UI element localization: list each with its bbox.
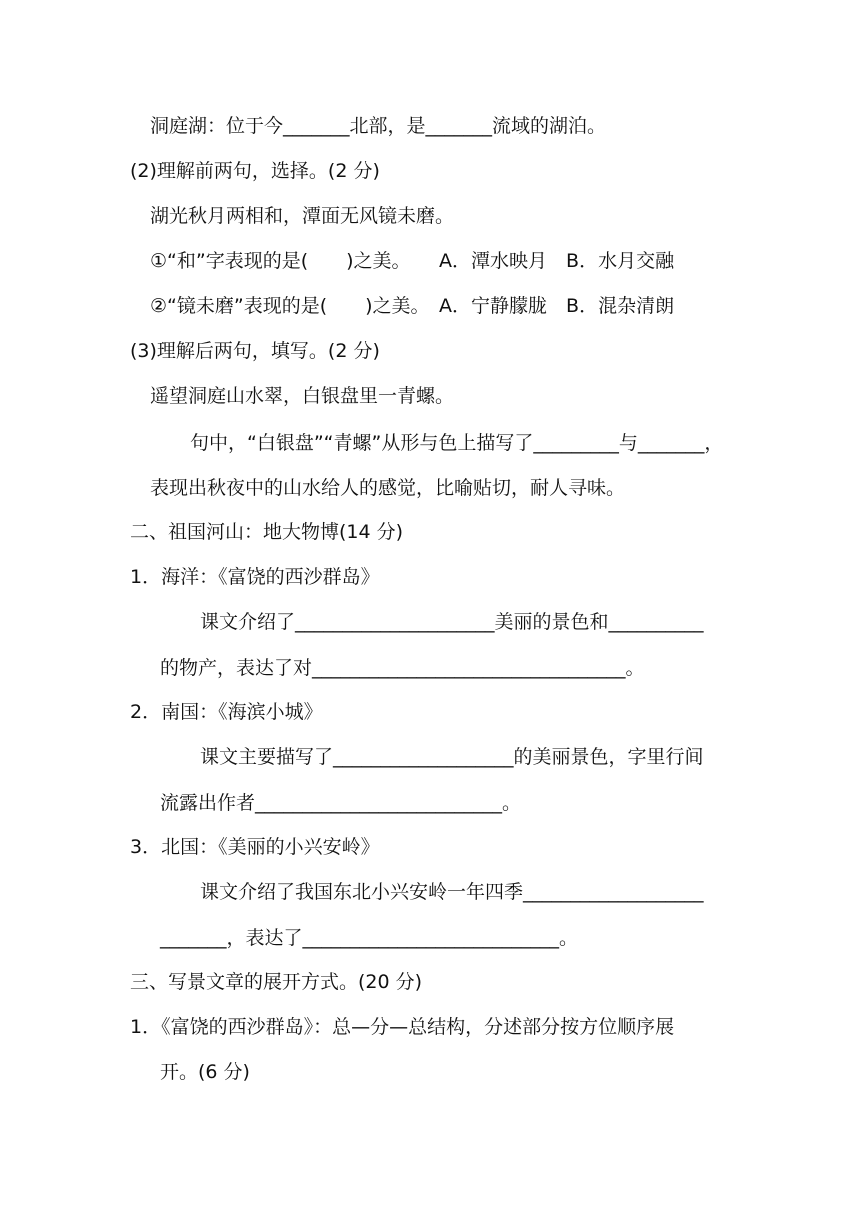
question-3-heading: (3)理解后两句，填写。(2 分): [130, 340, 380, 362]
poem-line-1: 湖光秋月两相和，潭面无风镜未磨。: [150, 205, 455, 227]
item-3-heading: 3．北国：《美丽的小兴安岭》: [130, 836, 380, 858]
section-3-item-1: 1．《富饶的西沙群岛》：总—分—总结构，分述部分按方位顺序展: [130, 1016, 675, 1038]
choice-item-2: ②“镜未磨”表现的是( )之美。 A．宁静朦胧 B．混杂清朗: [150, 295, 675, 317]
item-1-text: 课文介绍了_____________________美丽的景色和__________: [200, 611, 704, 633]
question-2-heading: (2)理解前两句，选择。(2 分): [130, 160, 380, 182]
item-2-text-cont: 流露出作者__________________________。: [160, 792, 522, 814]
item-1-heading: 1．海洋：《富饶的西沙群岛》: [130, 566, 380, 588]
section-3-heading: 三、写景文章的展开方式。(20 分): [130, 971, 423, 993]
fill-in-sentence-cont: 表现出秋夜中的山水给人的感觉，比喻贴切，耐人寻味。: [150, 477, 626, 499]
fill-in-sentence: 句中，“白银盘”“青螺”从形与色上描写了_________与_______，: [190, 432, 724, 454]
item-2-heading: 2．南国：《海滨小城》: [130, 701, 323, 723]
section-2-heading: 二、祖国河山：地大物博(14 分): [130, 521, 404, 543]
poem-line-2: 遥望洞庭山水翠，白银盘里一青螺。: [150, 385, 455, 407]
item-3-text: 课文介绍了我国东北小兴安岭一年四季___________________: [200, 881, 704, 903]
item-3-text-cont: _______，表达了___________________________。: [160, 927, 579, 949]
choice-item-1: ①“和”字表现的是( )之美。 A．潭水映月 B．水月交融: [150, 250, 675, 272]
text-line-dongting-location: 洞庭湖：位于今_______北部，是_______流域的湖泊。: [150, 115, 607, 137]
item-1-text-cont: 的物产，表达了对_________________________________。: [160, 657, 645, 679]
item-2-text: 课文主要描写了___________________的美丽景色，字里行间: [200, 746, 704, 768]
section-3-item-1-cont: 开。(6 分): [160, 1061, 250, 1083]
